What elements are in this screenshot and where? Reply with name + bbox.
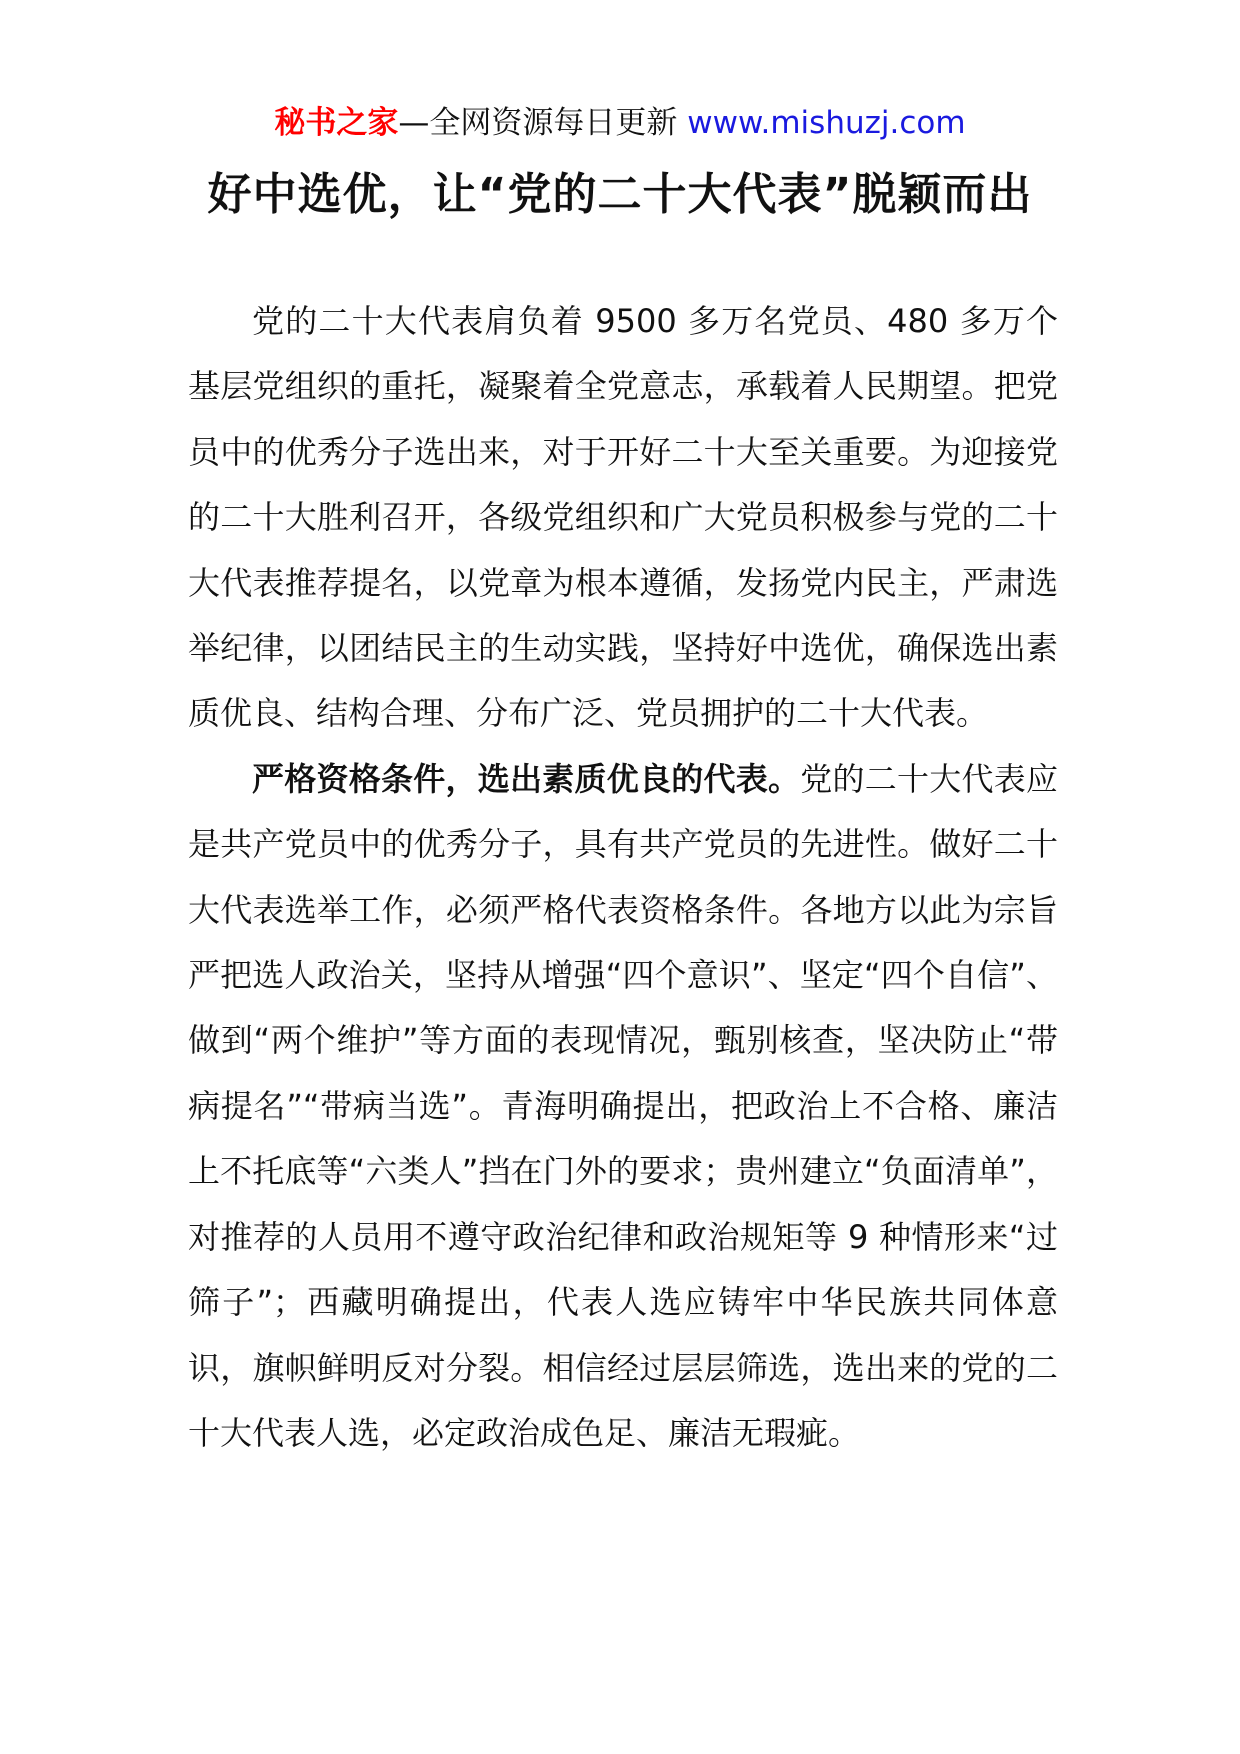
paragraph-qualification-heading: 严格资格条件，选出素质优良的代表。 (252, 759, 801, 798)
document-body (188, 289, 1058, 1466)
site-header (0, 98, 1240, 148)
paragraph-intro (188, 289, 1058, 747)
document-title: 好中选优，让“党的二十大代表”脱颖而出 (207, 169, 1033, 220)
site-url-link[interactable]: www.mishuzj.com (687, 105, 966, 141)
header-slogan: —全网资源每日更新 (398, 105, 688, 141)
paragraph-qualification-text: 党的二十大代表应是共产党员中的优秀分子，具有共产党员的先进性。做好二十大代表选举工作，必须严格代表资格条件。各地方以此为宗旨严把选人政治关，坚持从增强“四个意识”、坚定“四个自信”、做到“两个维护”等方面的表现情况，甄别核查，坚决防止“带病提名”“带病当选”。青海明确提出，把政治上不合格、廉洁上不托底等“六类人”挡在门外的要求；贵州建立“负面清单”，对推荐的人员用不遵守政治纪律和政治规矩等 9 种情形来“过筛子”；西藏明确提出，代表人选应铸牢中华民族共同体意识，旗帜鲜明反对分裂。相信经过层层筛选，选出来的党的二十大代表人选，必定政治成色足、廉洁无瑕疵。 (188, 759, 1058, 1452)
paragraph-intro-text: 党的二十大代表肩负着 9500 多万名党员、480 多万个基层党组织的重托，凝聚着全党意志，承载着人民期望。把党员中的优秀分子选出来，对于开好二十大至关重要。为迎接党的二十大胜利召开，各级党组织和广大党员积极参与党的二十大代表推荐提名，以党章为根本遵循，发扬党内民主，严肃选举纪律，以团结民主的生动实践，坚持好中选优，确保选出素质优良、结构合理、分布广泛、党员拥护的二十大代表。 (188, 302, 1058, 733)
brand-name: 秘书之家 (274, 105, 399, 141)
paragraph-qualification (188, 747, 1058, 1466)
